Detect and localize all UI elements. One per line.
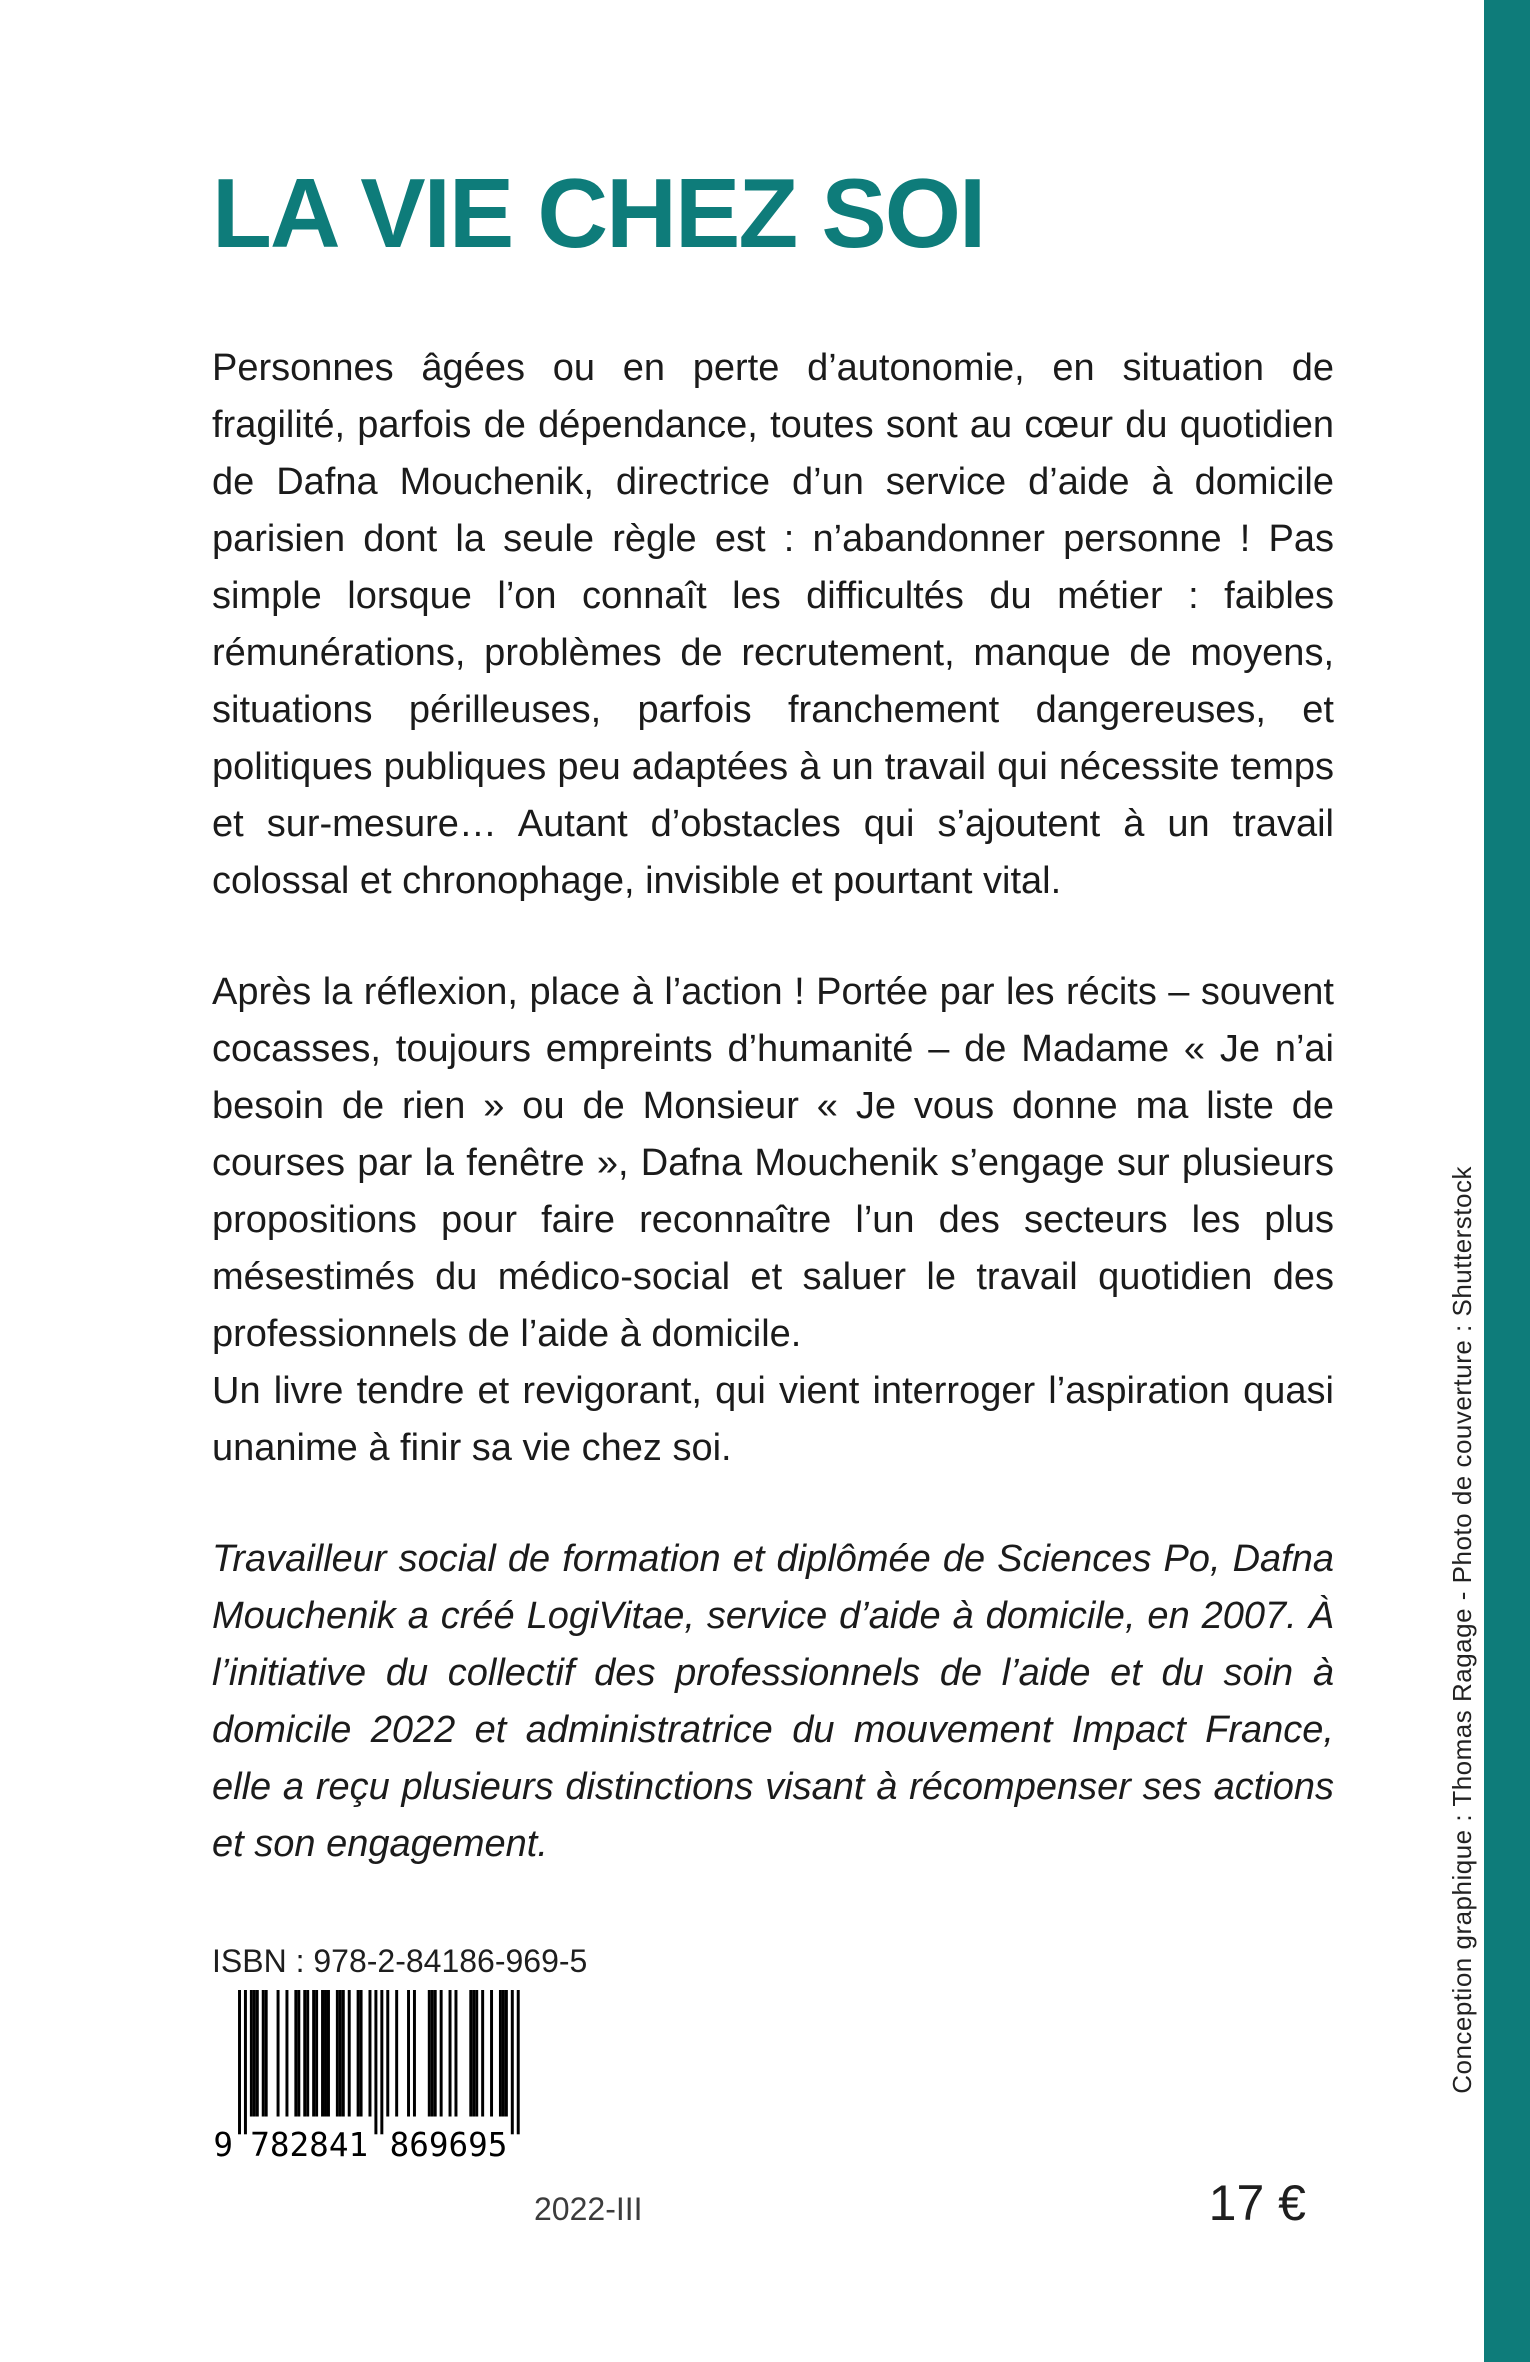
edition-code: 2022-III [534,2190,643,2227]
credits-vertical-text: Conception graphique : Thomas Ragage - Photo de couverture : Shutterstock [1447,1166,1477,2094]
synopsis-paragraph-2: Après la réflexion, place à l’action ! Portée par les récits – souvent cocasses, toujours empreints d’humanité – de Madame « Je n’ai besoin de rien » ou de Monsieur « Je vous donne ma liste de courses par la fenêtre », Dafna Mouchenik s’engage sur plusieurs propositions pour faire reconnaître l’un des secteurs les plus mésestimés du médico-social et saluer le travail quotidien des professionnels de l’aide à domicile. [212,970,1334,1355]
svg-text:9: 9 [213,2125,234,2160]
svg-text:869695: 869695 [389,2125,508,2160]
teal-edge-bar [1484,0,1530,2362]
book-title: LA VIE CHEZ SOI [212,158,985,268]
synopsis-paragraph-3: Un livre tendre et revigorant, qui vient interroger l’aspiration quasi unanime à finir sa vie chez soi. [212,1369,1334,1469]
barcode-bars [212,1990,524,2160]
barcode [212,1990,524,2160]
synopsis-paragraph-1: Personnes âgées ou en perte d’autonomie, en situation de fragilité, parfois de dépendance, toutes sont au cœur du quotidien de Dafna Mouchenik, directrice d’un service d’aide à domicile parisien dont la seule règle est : n’abandonner personne ! Pas simple lorsque l’on connaît les difficultés du métier : faibles rémunérations, problèmes de recrutement, manque de moyens, situations périlleuses, parfois franchement dangereuses, et politiques publiques peu adaptées à un travail qui nécessite temps et sur-mesure… Autant d’obstacles qui s’ajoutent à un travail colossal et chronophage, invisible et pourtant vital. [212,346,1334,902]
isbn-text: ISBN : 978-2-84186-969-5 [212,1942,588,1979]
footer-row [212,2174,1334,2232]
svg-text:782841: 782841 [250,2125,369,2160]
price-text: 17 € [1208,2174,1306,2231]
author-bio-paragraph: Travailleur social de formation et diplômée de Sciences Po, Dafna Mouchenik a créé LogiVitae, service d’aide à domicile, en 2007. À l’initiative du collectif des professionnels de l’aide et du soin à domicile 2022 et administratrice du mouvement Impact France, elle a reçu plusieurs distinctions visant à récompenser ses actions et son engagement. [212,1537,1334,1865]
cover-content [212,160,1334,2232]
